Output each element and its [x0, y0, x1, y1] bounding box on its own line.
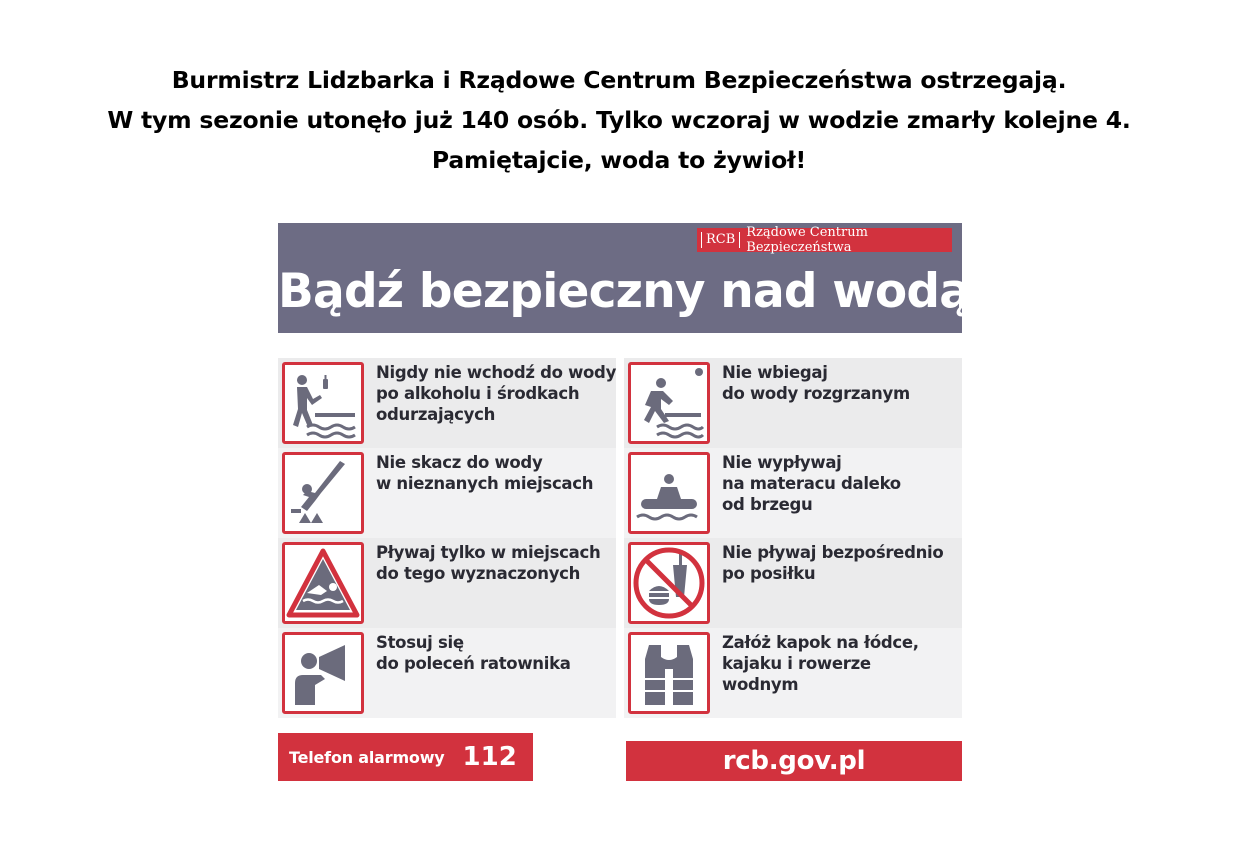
drunk-person-icon	[282, 362, 364, 444]
rule-text-line: po alkoholu i środkach	[376, 384, 580, 403]
rcb-abbr: RCB	[701, 232, 740, 248]
swimmer-warning-icon	[282, 542, 364, 624]
diving-icon	[282, 452, 364, 534]
rule-row	[278, 628, 616, 718]
rule-text-line: Nie skacz do wody	[376, 453, 543, 472]
rule-row	[624, 538, 962, 628]
emergency-phone-bar	[278, 733, 533, 781]
rule-text	[376, 362, 617, 425]
headline	[0, 60, 1238, 180]
emergency-phone-label: Telefon alarmowy	[289, 747, 445, 767]
poster-banner	[278, 223, 971, 333]
running-into-water-icon	[628, 362, 710, 444]
rule-text-line: Nie pływaj bezpośrednio	[722, 543, 944, 562]
rule-row	[278, 358, 616, 448]
rule-row	[278, 538, 616, 628]
rule-text	[376, 632, 612, 674]
rule-text	[722, 362, 958, 404]
website-link: rcb.gov.pl	[626, 741, 962, 781]
safety-poster	[278, 223, 971, 783]
rule-text-line: na materacu daleko	[722, 474, 901, 493]
rule-text-line: do poleceń ratownika	[376, 654, 571, 673]
rule-text-line: po posiłku	[722, 564, 816, 583]
lifeguard-megaphone-icon	[282, 632, 364, 714]
rule-text-line: odurzających	[376, 405, 496, 424]
rcb-agency-name: Rządowe Centrum Bezpieczeństwa	[746, 225, 868, 255]
headline-line-1: Burmistrz Lidzbarka i Rządowe Centrum Bezpieczeństwa ostrzegają.	[171, 66, 1067, 94]
no-food-icon	[628, 542, 710, 624]
rules-left-column	[278, 358, 616, 718]
poster-title: Bądź bezpieczny nad wodą	[278, 264, 971, 319]
rule-row	[624, 448, 962, 538]
rule-text	[722, 632, 958, 695]
rule-text-line: Pływaj tylko w miejscach	[376, 543, 601, 562]
rule-row	[624, 358, 962, 448]
rule-text-line: do wody rozgrzanym	[722, 384, 910, 403]
rcb-logo-tag	[697, 225, 952, 255]
rule-text-line: Stosuj się	[376, 633, 464, 652]
rule-text	[722, 452, 958, 515]
rule-text	[722, 542, 958, 584]
rule-text	[376, 452, 612, 494]
rule-text-line: od brzegu	[722, 495, 813, 514]
life-vest-icon	[628, 632, 710, 714]
rule-text-line: wodnym	[722, 675, 799, 694]
rule-text-line: Nie wbiegaj	[722, 363, 828, 382]
emergency-phone-number: 112	[462, 742, 517, 772]
rule-text-line: Nie wypływaj	[722, 453, 842, 472]
rule-text-line: Nigdy nie wchodź do wody	[376, 363, 617, 382]
headline-line-2: W tym sezonie utonęło już 140 osób. Tylko wczoraj w wodzie zmarły kolejne 4.	[107, 106, 1131, 134]
rule-text-line: w nieznanych miejscach	[376, 474, 594, 493]
rule-row	[278, 448, 616, 538]
rule-text-line: Załóż kapok na łódce,	[722, 633, 919, 652]
rule-text	[376, 542, 612, 584]
rule-text-line: do tego wyznaczonych	[376, 564, 581, 583]
rule-row	[624, 628, 962, 718]
headline-line-3: Pamiętajcie, woda to żywioł!	[431, 146, 807, 174]
rule-text-line: kajaku i rowerze	[722, 654, 871, 673]
air-mattress-icon	[628, 452, 710, 534]
rules-right-column	[624, 358, 962, 718]
